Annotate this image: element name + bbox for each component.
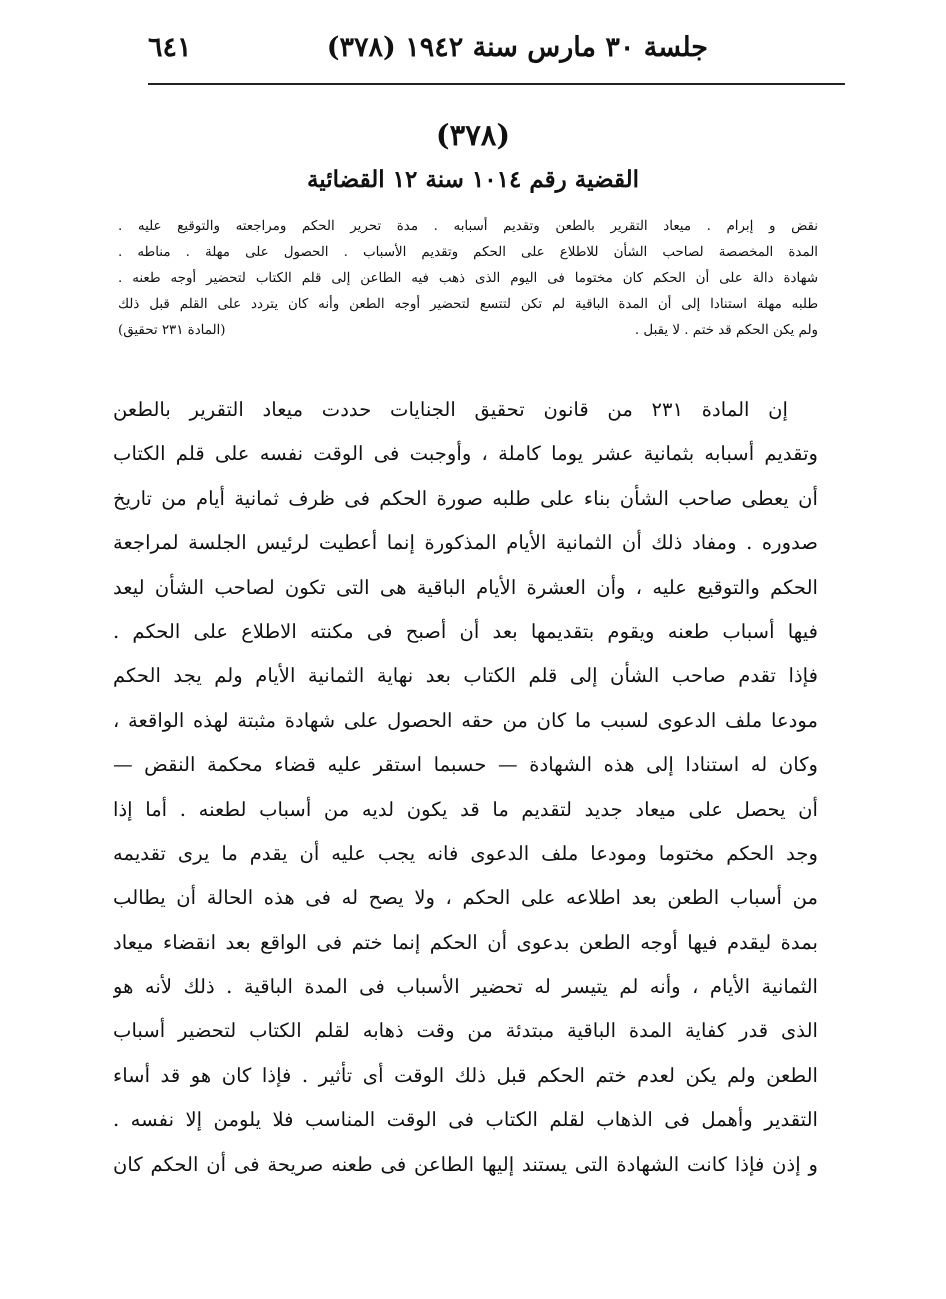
- body-line: من أسباب الطعن بعد اطلاعه على الحكم ، ولا يصح له فى هذه الحالة أن يطالب: [113, 886, 818, 910]
- body-line: الطعن ولم يكن لعدم ختم الحكم قبل ذلك الوقت أى تأثير . فإذا كان هو قد أساء: [113, 1063, 818, 1087]
- body-line: إن المادة ٢٣١ من قانون تحقيق الجنايات حددت ميعاد التقرير بالطعن: [113, 398, 788, 421]
- body-line: صدوره . ومفاد ذلك أن الثمانية الأيام المذكورة إنما أعطيت لرئيس الجلسة لمراجعة: [113, 531, 818, 555]
- body-line: الحكم والتوقيع عليه ، وأن العشرة الأيام الباقية هى التى تكون لصاحب الشأن ليعد: [113, 575, 818, 599]
- headnote-line: المدة المخصصة لصاحب الشأن للاطلاع على الحكم وتقديم الأسباب . الحصول على مهلة . مناطه .: [118, 245, 818, 260]
- body-line: الذى قدر كفاية المدة الباقية مبتدئة من وقت ذهابه لقلم الكتاب لتحضير أسباب: [113, 1019, 818, 1043]
- headnote-line: نقض و إبرام . ميعاد التقرير بالطعن وتقديم أسبابه . مدة تحرير الحكم ومراجعته والتوقيع عليه .: [118, 219, 818, 234]
- headnote-line: شهادة دالة على أن الحكم كان مختوما فى اليوم الذى ذهب فيه الطاعن إلى قلم الكتاب لتحضير أوجه طعنه .: [118, 271, 818, 286]
- header-title: جلسة ٣٠ مارس سنة ١٩٤٢ (٣٧٨): [326, 32, 708, 63]
- page-number: ٦٤١: [148, 32, 192, 63]
- statute-reference: (المادة ٢٣١ تحقيق): [118, 323, 226, 338]
- body-line: أن يحصل على ميعاد جديد لتقديم ما قد يكون لديه من أسباب لطعنه . أما إذا: [113, 797, 818, 821]
- headnote-last-text: ولم يكن الحكم قد ختم . لا يقبل .: [634, 323, 818, 338]
- body-line: الثمانية الأيام ، وأنه لم يتيسر له تحضير الأسباب فى المدة الباقية . ذلك لأنه هو: [113, 975, 818, 999]
- body-line: وتقديم أسبابه بثمانية عشر يوما كاملة ، وأوجبت فى الوقت نفسه على قلم الكتاب: [113, 442, 818, 466]
- body-line: فيها أسباب طعنه ويقوم بتقديمها بعد أن أصبح فى مكنته الاطلاع على الحكم .: [113, 619, 818, 643]
- headnote-line: [118, 318, 818, 344]
- body-line: و إذن فإذا كانت الشهادة التى يستند إليها الطاعن فى طعنه صريحة فى أن الحكم كان: [113, 1152, 818, 1176]
- body-line: أن يعطى صاحب الشأن بناء على طلبه صورة الحكم فى ظرف ثمانية أيام من تاريخ: [113, 486, 818, 510]
- headnote: [118, 214, 818, 344]
- body-text: [113, 388, 818, 1187]
- body-line: بمدة ليقدم فيها أوجه الطعن بدعوى أن الحكم إنما ختم فى الواقع بعد انقضاء ميعاد: [113, 930, 818, 954]
- page-header: [148, 28, 848, 78]
- body-line: مودعا ملف الدعوى لسبب ما كان من حقه الحصول على شهادة مثبتة لهذه الواقعة ،: [113, 708, 818, 732]
- case-number: (٣٧٨): [435, 118, 511, 152]
- case-title: القضية رقم ١٠١٤ سنة ١٢ القضائية: [306, 166, 640, 193]
- header-rule: [148, 83, 845, 85]
- headnote-line: طلبه مهلة استنادا إلى أن المدة الباقية لم تكن لتتسع لتحضير أوجه الطعن وأنه كان يتردد على القلم قبل ذلك: [118, 297, 818, 312]
- body-line: وكان له استنادا إلى هذه الشهادة — حسبما استقر عليه قضاء محكمة النقض —: [113, 753, 818, 777]
- body-line: وجد الحكم مختوما ومودعا ملف الدعوى فانه يجب عليه أن يقدم ما يرى تقديمه: [113, 841, 818, 865]
- body-line: التقدير وأهمل فى الذهاب لقلم الكتاب فى الوقت المناسب فلا يلومن إلا نفسه .: [113, 1108, 818, 1132]
- body-line: فإذا تقدم صاحب الشأن إلى قلم الكتاب بعد نهاية الثمانية الأيام ولم يجد الحكم: [113, 664, 818, 688]
